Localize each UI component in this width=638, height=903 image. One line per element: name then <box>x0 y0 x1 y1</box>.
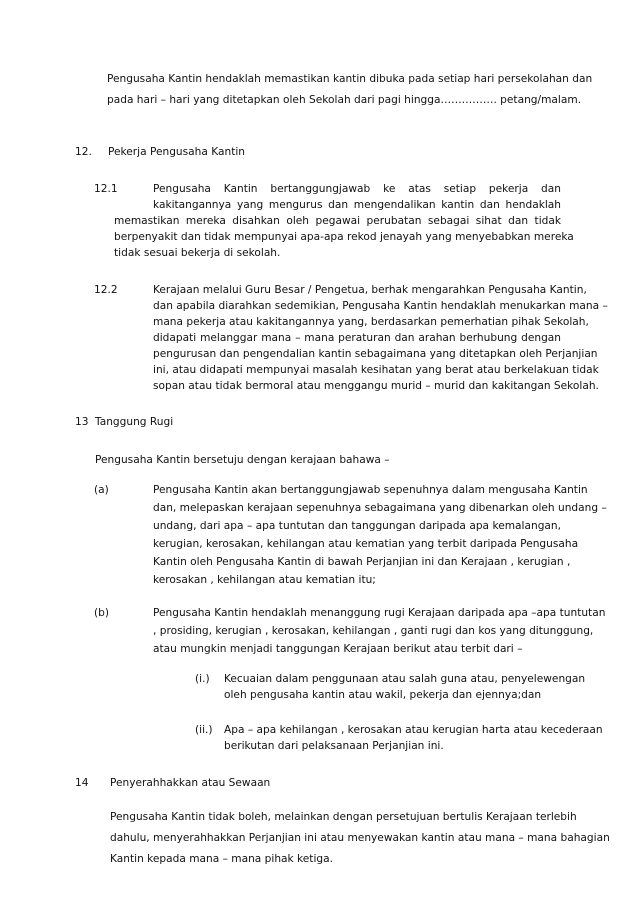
clause-line: undang, dari apa – apa tuntutan dan tanggungan daripada apa kemalangan, <box>153 520 561 532</box>
intro-line: Pengusaha Kantin hendaklah memastikan kantin dibuka pada setiap hari persekolahan dan <box>107 73 593 85</box>
section-intro: Pengusaha Kantin bersetuju dengan kerajaan bahawa – <box>95 454 390 466</box>
clause-number: 12.2 <box>94 284 118 296</box>
clause-number: 12.1 <box>94 183 118 195</box>
subclause-line: Apa – apa kehilangan , kerosakan atau kerugian harta atau kecederaan <box>224 724 603 736</box>
clause-line: berpenyakit dan tidak mempunyai apa-apa rekod jenayah yang menyebabkan mereka <box>114 231 574 243</box>
clause-line: mana pekerja atau kakitangannya yang, berdasarkan pemerhatian pihak Sekolah, <box>153 316 589 328</box>
subclause-line: Kecuaian dalam penggunaan atau salah guna atau, penyelewengan <box>224 673 586 685</box>
clause-number: (a) <box>94 484 109 496</box>
clause-line: Kerajaan melalui Guru Besar / Pengetua, berhak mengarahkan Pengusaha Kantin, <box>153 284 587 296</box>
section-number: 14 <box>75 777 89 789</box>
clause-line: Kantin oleh Pengusaha Kantin di bawah Perjanjian ini dan Kerajaan , kerugian , <box>153 556 571 568</box>
subclause-line: berikutan dari pelaksanaan Perjanjian ini. <box>224 740 444 752</box>
clause-line: Pengusaha Kantin hendaklah menanggung rugi Kerajaan daripada apa –apa tuntutan <box>153 607 606 619</box>
clause-line: memastikan mereka disahkan oleh pegawai perubatan sebagai sihat dan tidak <box>114 215 561 227</box>
clause-line: dan apabila diarahkan sedemikian, Pengusaha Kantin hendaklah menukarkan mana – <box>153 300 608 312</box>
clause-line: pengurusan dan pengendalian kantin sebagaimana yang ditetapkan oleh Perjanjian <box>153 348 598 360</box>
clause-line: kakitangannya yang mengurus dan mengendalikan kantin dan hendaklah <box>153 199 561 211</box>
clause-line: kerosakan , kehilangan atau kematian itu; <box>153 574 376 586</box>
section-title: Penyerahhakkan atau Sewaan <box>110 777 271 789</box>
subclause-number: (i.) <box>195 673 210 685</box>
clause-line: Pengusaha Kantin bertanggungjawab ke atas setiap pekerja dan <box>153 183 561 195</box>
section-title: Tanggung Rugi <box>95 416 174 428</box>
clause-line: Pengusaha Kantin akan bertanggungjawab sepenuhnya dalam mengusaha Kantin <box>153 484 588 496</box>
clause-line: sopan atau tidak bermoral atau menggangu murid – murid dan kakitangan Sekolah. <box>153 380 599 392</box>
clause-line: atau mungkin menjadi tanggungan Kerajaan berikut atau terbit dari – <box>153 643 523 655</box>
clause-line: ini, atau didapati mempunyai masalah kesihatan yang berat atau berkelakuan tidak <box>153 364 599 376</box>
clause-number: (b) <box>94 607 109 619</box>
section-number: 12. <box>75 146 92 158</box>
clause-line: tidak sesuai bekerja di sekolah. <box>114 247 281 259</box>
paragraph-line: Pengusaha Kantin tidak boleh, melainkan dengan persetujuan bertulis Kerajaan terlebih <box>110 811 577 823</box>
subclause-line: oleh pengusaha kantin atau wakil, pekerja dan ejennya;dan <box>224 689 542 701</box>
paragraph-line: Kantin kepada mana – mana pihak ketiga. <box>110 853 333 865</box>
section-title: Pekerja Pengusaha Kantin <box>108 146 246 158</box>
clause-line: dan, melepaskan kerajaan sepenuhnya sebagaimana yang dibenarkan oleh undang – <box>153 502 607 514</box>
clause-line: didapati melanggar mana – mana peraturan dan arahan berhubung dengan <box>153 332 561 344</box>
paragraph-line: dahulu, menyerahhakkan Perjanjian ini atau menyewakan kantin atau mana – mana bahagian <box>110 832 610 844</box>
intro-line: pada hari – hari yang ditetapkan oleh Sekolah dari pagi hingga……………. petang/malam. <box>107 94 582 106</box>
clause-line: kerugian, kerosakan, kehilangan atau kematian yang terbit daripada Pengusaha <box>153 538 579 550</box>
clause-line: , prosiding, kerugian , kerosakan, kehilangan , ganti rugi dan kos yang ditunggung, <box>153 625 594 637</box>
subclause-number: (ii.) <box>195 724 213 736</box>
section-number: 13 <box>75 416 89 428</box>
